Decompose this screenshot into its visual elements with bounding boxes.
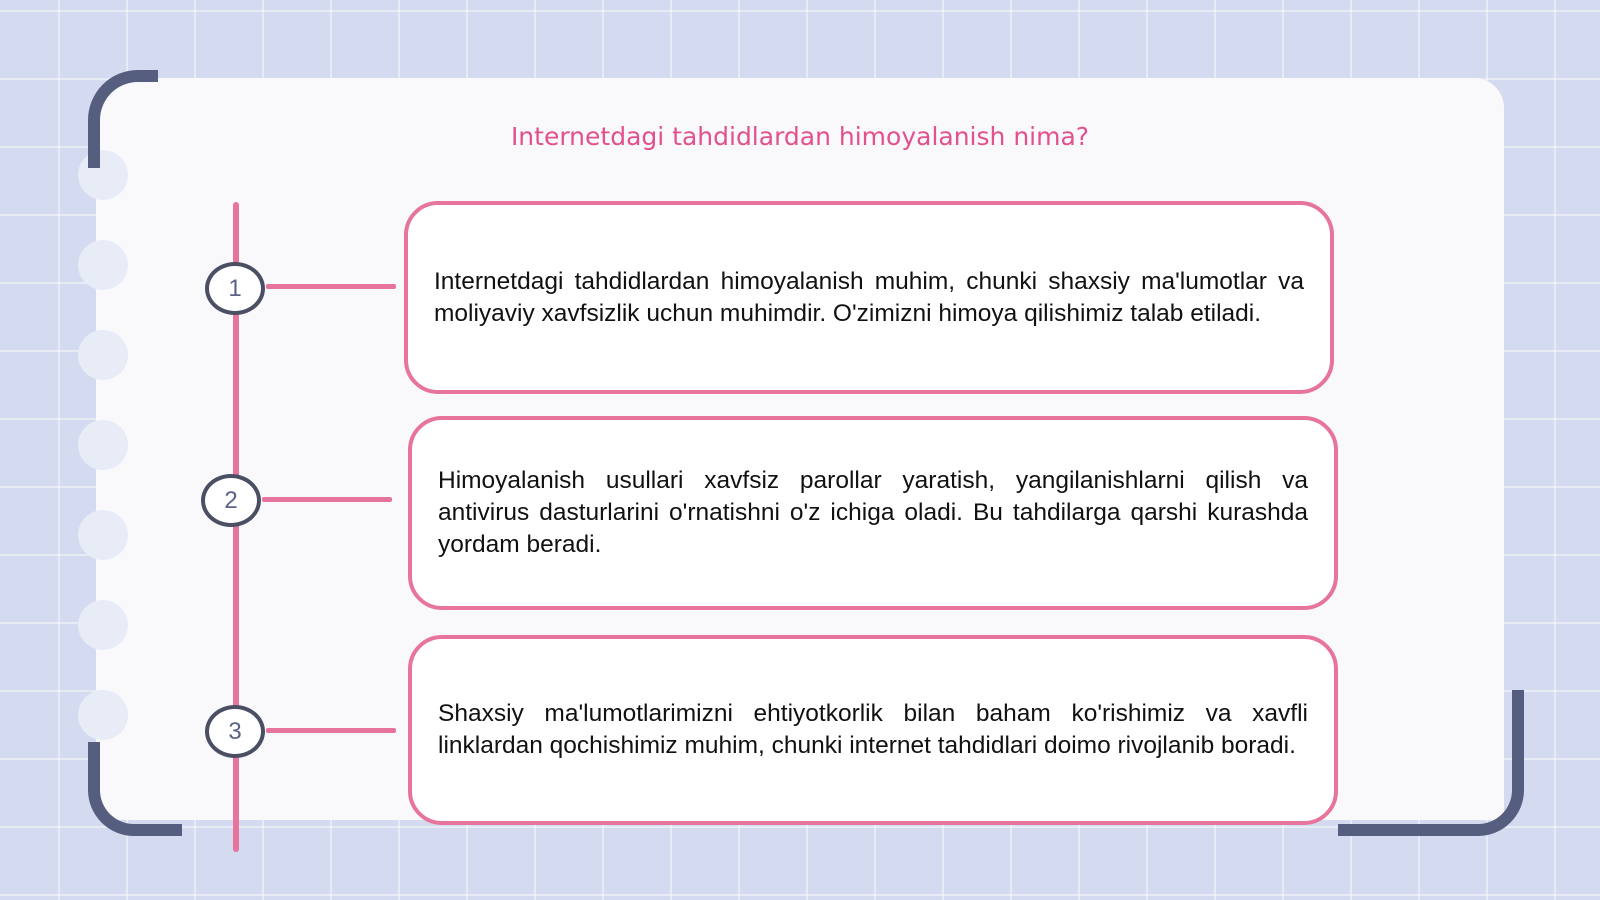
step-text-1: Internetdagi tahdidlardan himoyalanish muhim, chunki shaxsiy ma'lumotlar va moliyaviy xavfsizlik uchun muhimdir. O'zimizni himoya qilishimiz talab etiladi. <box>434 267 1304 327</box>
notebook-scallop <box>78 690 128 740</box>
step-box-1 <box>404 201 1334 394</box>
step-box-3 <box>408 635 1338 825</box>
step-box-2 <box>408 416 1338 610</box>
connector-line-2 <box>262 497 392 502</box>
step-number-2: 2 <box>201 474 261 527</box>
notebook-scallop <box>78 600 128 650</box>
step-number-3: 3 <box>205 705 265 758</box>
step-number-1: 1 <box>205 262 265 315</box>
notebook-scallop <box>78 330 128 380</box>
slide-title: Internetdagi tahdidlardan himoyalanish nima? <box>510 122 1090 151</box>
connector-line-3 <box>266 728 396 733</box>
notebook-scallop <box>78 420 128 470</box>
notebook-scallop <box>78 240 128 290</box>
frame-corner-top-left <box>88 70 158 168</box>
step-text-2: Himoyalanish usullari xavfsiz parollar yaratish, yangilanishlarni qilish va antivirus dasturlarini o'rnatishni o'z ichiga oladi. Bu tahdilarga qarshi kurashda yordam beradi. <box>438 467 1308 558</box>
connector-line-1 <box>266 284 396 289</box>
notebook-scallop <box>78 510 128 560</box>
frame-corner-bottom-left <box>88 742 182 836</box>
frame-corner-bottom-right <box>1338 690 1524 836</box>
step-text-3: Shaxsiy ma'lumotlarimizni ehtiyotkorlik bilan baham ko'rishimiz va xavfli linklardan qochishimiz muhim, chunki internet tahdidlari doimo rivojlanib boradi. <box>438 700 1308 759</box>
